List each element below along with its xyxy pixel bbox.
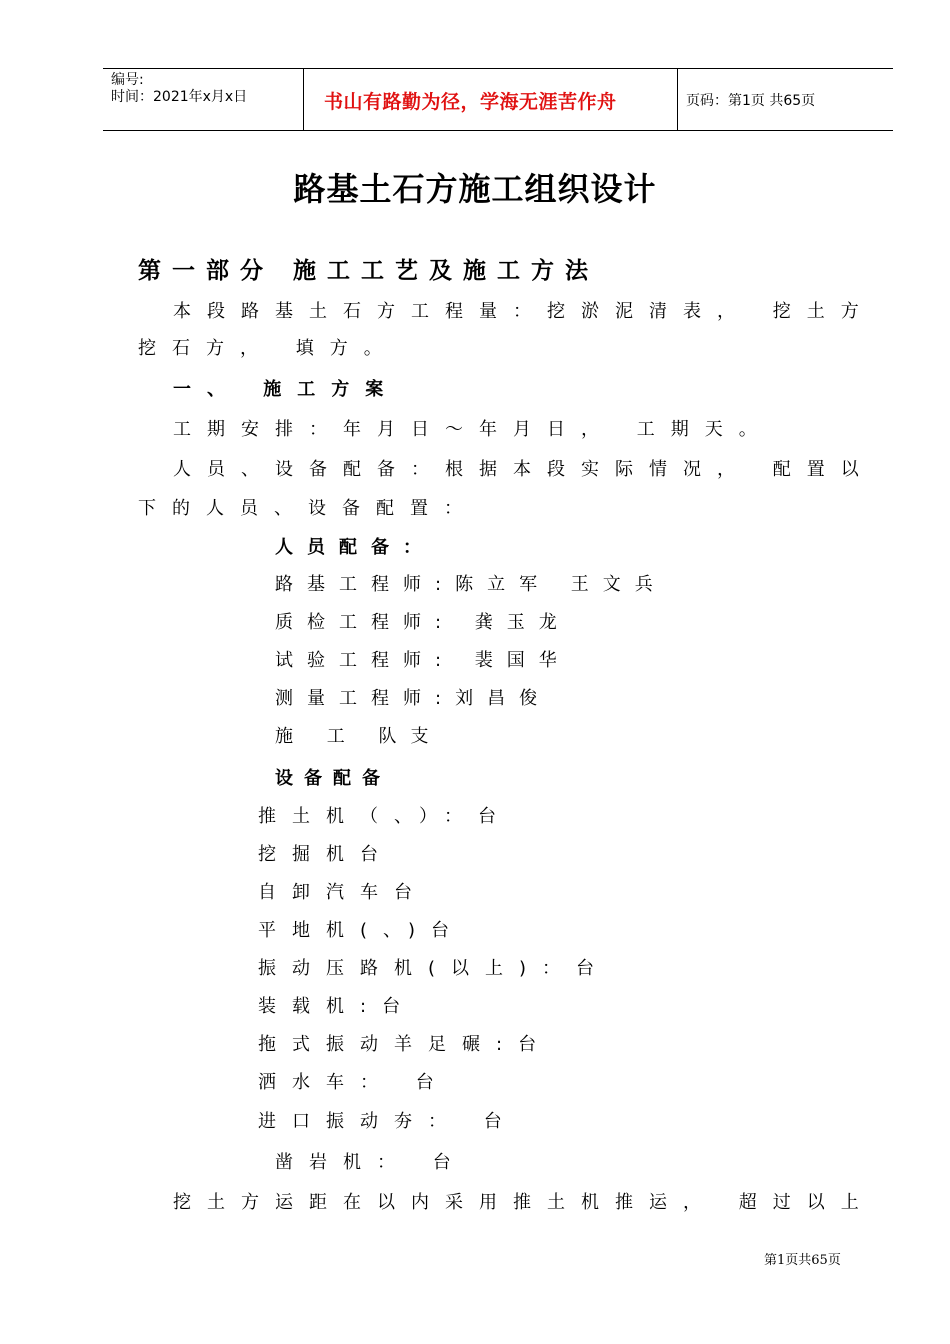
staffing-line-2: 下的人员、设备配置： — [138, 498, 478, 519]
equipment-item: 平地机(、)台 — [258, 920, 466, 941]
section1-heading: 一、 施工方案 — [173, 379, 400, 400]
staffing-line-1: 人员、设备配备：根据本段实际情况， 配置以 — [173, 459, 875, 480]
page-footer: 第1页共65页 — [764, 1253, 841, 1268]
header-page-cell — [678, 69, 893, 130]
personnel-item: 质检工程师: 龚玉龙 — [275, 612, 571, 633]
personnel-item: 施 工 队支 — [275, 726, 443, 747]
intro-line-2: 挖石方， 填方。 — [138, 338, 398, 359]
equipment-item: 进口振动夯： 台 — [258, 1111, 518, 1132]
equipment-item: 推土机（、）：台 — [258, 806, 512, 827]
header-page-info: 页码：第1页 共65页 — [686, 93, 816, 109]
personnel-item: 试验工程师: 裴国华 — [275, 650, 571, 671]
page-header — [103, 68, 893, 131]
header-motto: 书山有路勤为径，学海无涯苦作舟 — [324, 91, 617, 113]
equipment-item: 拖式振动羊足碾:台 — [258, 1034, 553, 1055]
header-time-label: 时间：2021年x月x日 — [111, 89, 248, 105]
haul-line: 挖土方运距在以内采用推土机推运， 超过以上 — [173, 1192, 875, 1213]
equipment-item: 洒水车： 台 — [258, 1072, 450, 1093]
equipment-heading: 设备配备 — [275, 768, 391, 789]
header-meta — [103, 69, 303, 133]
equipment-item: 挖掘机台 — [258, 844, 394, 865]
intro-line-1: 本段路基土石方工程量：挖淤泥清表， 挖土方 — [173, 301, 875, 322]
equipment-item: 自卸汽车台 — [258, 882, 428, 903]
part-heading: 第一部分 施工工艺及施工方法 — [138, 258, 600, 284]
header-motto-cell — [303, 69, 678, 130]
header-number-label: 编号: — [111, 72, 144, 88]
document-title: 路基土石方施工组织设计 — [293, 170, 657, 208]
personnel-item: 测量工程师:刘昌俊 — [275, 688, 552, 709]
equipment-item: 振动压路机(以上)：台 — [258, 958, 611, 979]
personnel-item: 路基工程师:陈立军 王文兵 — [275, 574, 667, 595]
equipment-item: 装载机:台 — [258, 996, 417, 1017]
equipment-item: 凿岩机： 台 — [275, 1152, 467, 1173]
personnel-heading: 人员配备： — [275, 537, 435, 558]
schedule-line: 工期安排：年月日～年月日， 工期天。 — [173, 419, 773, 440]
